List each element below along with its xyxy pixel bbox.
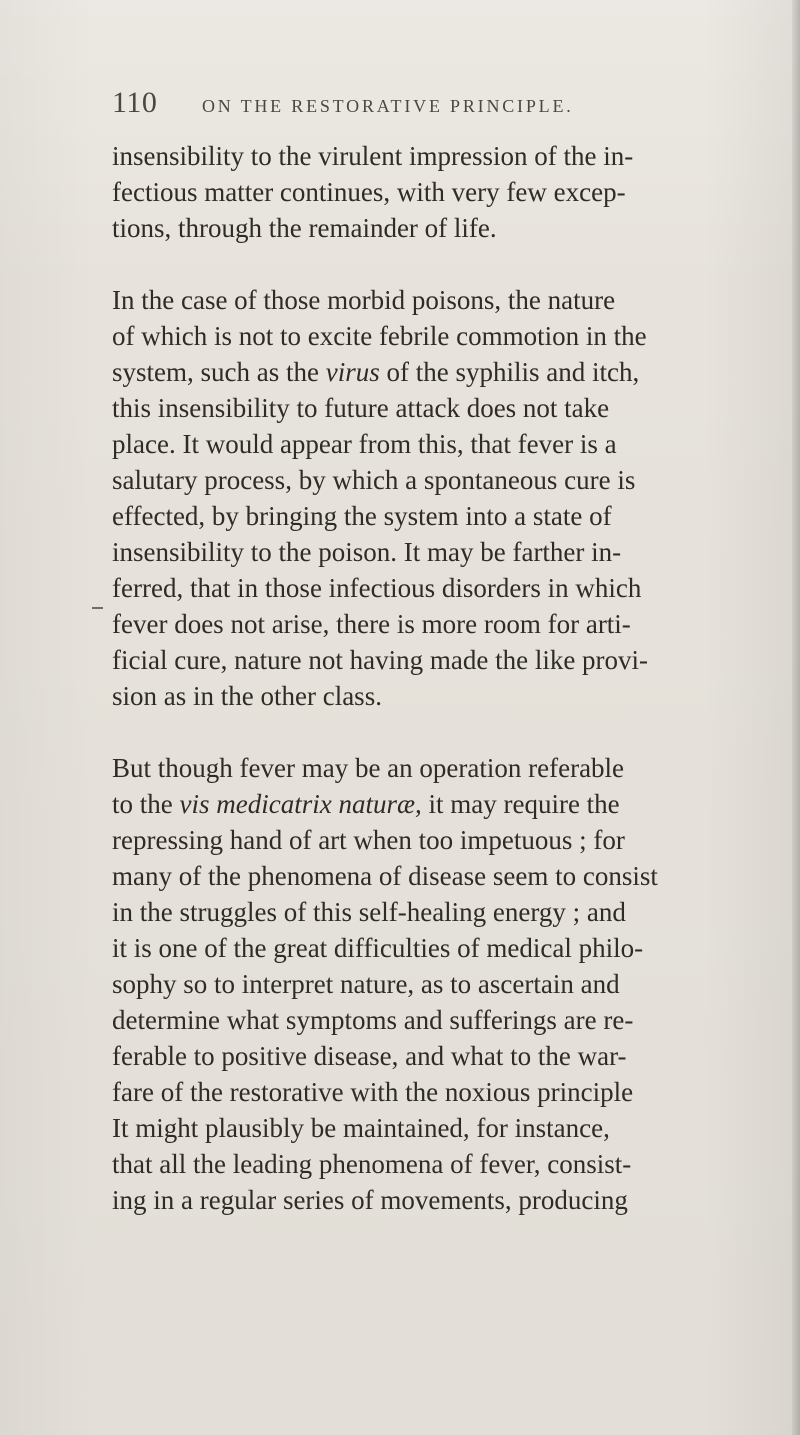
page-number: 110	[112, 86, 158, 119]
text-segment: tions, through the remainder of life.	[112, 213, 497, 243]
text-line	[112, 1110, 760, 1146]
text-line	[112, 606, 760, 642]
text-line	[112, 1002, 760, 1038]
text-segment: place. It would appear from this, that fever is a	[112, 429, 617, 459]
text-line	[112, 822, 760, 858]
text-segment: fever does not arise, there is more room for arti-	[112, 609, 631, 639]
text-segment: ing in a regular series of movements, producing	[112, 1185, 628, 1215]
text-line	[112, 1182, 760, 1218]
text-segment: that all the leading phenomena of fever, consist-	[112, 1149, 632, 1179]
text-line	[112, 570, 760, 606]
text-segment: repressing hand of art when too impetuous ; for	[112, 825, 625, 855]
text-segment: sophy so to interpret nature, as to ascertain and	[112, 969, 620, 999]
text-line	[112, 462, 760, 498]
text-segment: it is one of the great difficulties of medical philo-	[112, 933, 644, 963]
paragraph-spacer	[112, 246, 760, 282]
text-line	[112, 282, 760, 318]
text-segment: sion as in the other class.	[112, 681, 382, 711]
text-line	[112, 1074, 760, 1110]
text-line	[112, 966, 760, 1002]
text-segment: of which is not to excite febrile commotion in the	[112, 321, 647, 351]
text-line	[112, 858, 760, 894]
paragraph	[112, 138, 760, 246]
text-line	[112, 390, 760, 426]
text-segment: ferable to positive disease, and what to the war-	[112, 1041, 627, 1071]
text-segment: fare of the restorative with the noxious principle	[112, 1077, 634, 1107]
text-line	[112, 210, 760, 246]
text-segment: fectious matter continues, with very few excep-	[112, 177, 626, 207]
text-segment: this insensibility to future attack does not take	[112, 393, 610, 423]
text-segment: It might plausibly be maintained, for instance,	[112, 1113, 610, 1143]
paragraph	[112, 750, 760, 1218]
text-line	[112, 894, 760, 930]
text-line	[112, 1146, 760, 1182]
text-line	[112, 426, 760, 462]
text-segment: to the	[112, 789, 180, 819]
text-line	[112, 318, 760, 354]
text-line	[112, 750, 760, 786]
text-segment: But though fever may be an operation referable	[112, 753, 625, 783]
page-body	[112, 138, 760, 1218]
text-line	[112, 174, 760, 210]
text-line	[112, 642, 760, 678]
text-segment: in the struggles of this self-healing energy ; and	[112, 897, 626, 927]
page-header	[112, 84, 672, 128]
text-line	[112, 354, 760, 390]
text-segment: effected, by bringing the system into a state of	[112, 501, 612, 531]
text-segment: insensibility to the virulent impression of the in-	[112, 141, 634, 171]
italic-text: vis medicatrix naturæ,	[179, 789, 422, 819]
text-line	[112, 498, 760, 534]
text-segment: ferred, that in those infectious disorders in which	[112, 573, 642, 603]
text-line	[112, 138, 760, 174]
paragraph-spacer	[112, 714, 760, 750]
text-line	[112, 786, 760, 822]
text-line	[112, 534, 760, 570]
text-segment: determine what symptoms and sufferings are re-	[112, 1005, 634, 1035]
italic-text: virus	[325, 357, 380, 387]
text-line	[112, 930, 760, 966]
margin-mark	[92, 607, 103, 609]
paragraph	[112, 282, 760, 714]
running-head: ON THE RESTORATIVE PRINCIPLE.	[202, 96, 574, 116]
text-segment: of the syphilis and itch,	[379, 357, 640, 387]
text-segment: it may require the	[421, 789, 620, 819]
page-edge-shadow	[792, 0, 800, 1435]
text-line	[112, 1038, 760, 1074]
text-segment: system, such as the	[112, 357, 326, 387]
text-segment: ficial cure, nature not having made the like provi-	[112, 645, 649, 675]
text-segment: In the case of those morbid poisons, the nature	[112, 285, 616, 315]
text-line	[112, 678, 760, 714]
text-segment: salutary process, by which a spontaneous cure is	[112, 465, 636, 495]
text-segment: insensibility to the poison. It may be farther in-	[112, 537, 622, 567]
text-segment: many of the phenomena of disease seem to consist	[112, 861, 658, 891]
